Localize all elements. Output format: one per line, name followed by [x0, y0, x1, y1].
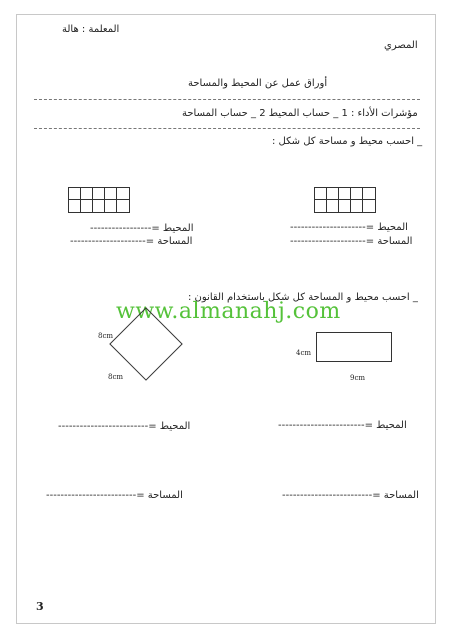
- watermark: www.almanahj.com: [116, 299, 341, 324]
- divider-bottom: [34, 128, 420, 129]
- s2-right-perimeter: المحيط =------------------------: [278, 420, 407, 431]
- rectangle-width-label: 9cm: [350, 374, 366, 382]
- grid-shape-left: [68, 187, 130, 213]
- s2-right-area: المساحة =-------------------------: [282, 490, 419, 501]
- divider-top: [34, 99, 420, 100]
- square-side-label-top: 8cm: [98, 332, 114, 340]
- s1-right-area: المساحة =---------------------: [290, 236, 413, 247]
- page-number: 3: [36, 600, 44, 613]
- square-side-label-bottom: 8cm: [108, 373, 124, 381]
- grid-shape-right: [314, 187, 376, 213]
- s2-left-perimeter: المحيط =-------------------------: [58, 421, 191, 432]
- page-title: أوراق عمل عن المحيط والمساحة: [188, 78, 328, 89]
- teacher-surname: المصري: [384, 40, 418, 51]
- s1-left-area: المساحة =---------------------: [70, 236, 193, 247]
- section1-instruction: _ احسب محيط و مساحة كل شكل :: [272, 136, 423, 147]
- rectangle-shape: [316, 332, 392, 362]
- rectangle-height-label: 4cm: [296, 349, 312, 357]
- section2-instruction: _ احسب محيط و المساحة كل شكل باستخدام القانون :: [188, 292, 418, 303]
- s2-left-area: المساحة =-------------------------: [46, 490, 183, 501]
- s1-right-perimeter: المحيط =---------------------: [290, 222, 408, 233]
- teacher-name: المعلمة : هالة: [62, 24, 120, 35]
- s1-left-perimeter: المحيط =-----------------: [90, 223, 194, 234]
- performance-indicators: مؤشرات الأداء : 1 _ حساب المحيط 2 _ حساب المساحة: [182, 108, 418, 119]
